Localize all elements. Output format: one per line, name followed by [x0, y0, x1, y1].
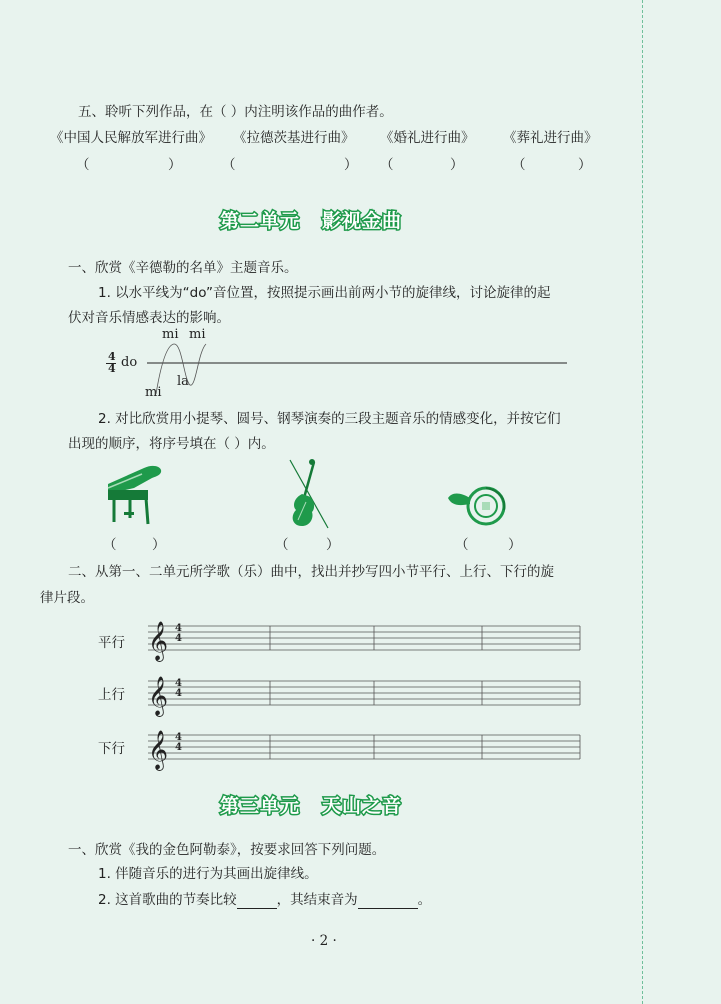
paren-close-2: ）	[344, 157, 358, 173]
staff-descending[interactable]	[148, 730, 580, 771]
staff-label-ascending: 上行	[98, 687, 125, 703]
paren-open-1[interactable]: （	[76, 157, 90, 173]
work-title-1: 《中国人民解放军进行曲》	[50, 130, 212, 146]
mi-label-3: mi	[145, 385, 162, 400]
rhythm-answer-blank[interactable]	[237, 894, 277, 909]
treble-clef-icon-3: 𝄞	[148, 730, 169, 770]
unit3-q1-item2	[98, 891, 431, 909]
instrument-paren-open-2[interactable]: （	[275, 537, 289, 553]
paren-open-3[interactable]: （	[380, 157, 394, 173]
melody-time-divider	[106, 363, 116, 364]
staff-parallel[interactable]	[148, 621, 580, 662]
unit2-q1-intro: 一、欣赏《辛德勒的名单》主题音乐。	[68, 260, 298, 276]
unit2-q1-item2-line2: 出现的顺序，将序号填在（ ）内。	[68, 436, 275, 452]
staff1-time-top: 4	[175, 623, 182, 634]
paren-close-4: ）	[578, 157, 592, 173]
unit2-q1-item2-line1: 2. 对比欣赏用小提琴、圆号、钢琴演奏的三段主题音乐的情感变化，并按它们	[98, 411, 561, 427]
unit3-q1-item2-part-c: 。	[417, 892, 432, 908]
mi-label-2: mi	[189, 327, 206, 342]
staff-ascending[interactable]	[148, 676, 580, 717]
unit3-label: 第三单元	[220, 795, 301, 817]
instrument-paren-open-1[interactable]: （	[103, 537, 117, 553]
unit2-q2-line1: 二、从第一、二单元所学歌（乐）曲中，找出并抄写四小节平行、上行、下行的旋	[68, 564, 554, 580]
treble-clef-icon-2: 𝄞	[148, 676, 169, 716]
do-label: do	[121, 355, 138, 370]
unit3-q1-item2-part-a: 2. 这首歌曲的节奏比较	[98, 892, 237, 908]
paren-open-4[interactable]: （	[512, 157, 526, 173]
page-number: · 2 ·	[311, 933, 337, 949]
staff3-time-bottom: 4	[175, 742, 182, 753]
melody-time-top: 4	[108, 350, 116, 363]
unit3-q1-item1: 1. 伴随音乐的进行为其画出旋律线。	[98, 866, 318, 882]
piano-icon	[104, 462, 164, 528]
french-horn-icon	[446, 484, 512, 530]
binding-dashed-line	[642, 0, 643, 1004]
instrument-paren-open-3[interactable]: （	[455, 537, 469, 553]
paren-close-3: ）	[450, 157, 464, 173]
unit3-q1-intro: 一、欣赏《我的金色阿勒泰》，按要求回答下列问题。	[68, 842, 386, 858]
paren-close-1: ）	[168, 157, 182, 173]
violin-icon	[284, 458, 334, 530]
work-title-3: 《婚礼进行曲》	[380, 130, 475, 146]
staff2-time-top: 4	[175, 678, 182, 689]
paren-open-2[interactable]: （	[222, 157, 236, 173]
instrument-paren-close-3: ）	[508, 537, 522, 553]
mi-label-1: mi	[162, 327, 179, 342]
staff2-time-bottom: 4	[175, 688, 182, 699]
instrument-paren-close-1: ）	[152, 537, 166, 553]
unit2-title: 影视金曲	[322, 210, 403, 232]
unit3-heading	[220, 791, 402, 818]
unit3-q1-item2-part-b: ，其结束音为	[276, 892, 358, 908]
treble-clef-icon-1: 𝄞	[148, 621, 169, 661]
instrument-paren-close-2: ）	[326, 537, 340, 553]
unit2-q1-item1-line1: 1. 以水平线为“do”音位置，按照提示画出前两小节的旋律线，讨论旋律的起	[98, 285, 551, 301]
ending-note-answer-blank[interactable]	[358, 894, 418, 909]
work-title-4: 《葬礼进行曲》	[503, 130, 598, 146]
unit2-heading	[220, 206, 402, 233]
section5-question: 五、聆听下列作品，在（ ）内注明该作品的曲作者。	[78, 104, 393, 120]
staff-label-parallel: 平行	[98, 635, 125, 651]
la-label: la	[177, 374, 189, 389]
unit3-title: 天山之音	[322, 795, 403, 817]
staff1-time-bottom: 4	[175, 633, 182, 644]
staff-label-descending: 下行	[98, 741, 125, 757]
unit2-q2-line2: 律片段。	[40, 590, 94, 606]
unit2-q1-item1-line2: 伏对音乐情感表达的影响。	[68, 310, 230, 326]
staff3-time-top: 4	[175, 732, 182, 743]
unit2-label: 第二单元	[220, 210, 301, 232]
melody-time-bottom: 4	[108, 362, 116, 375]
work-title-2: 《拉德茨基进行曲》	[233, 130, 355, 146]
